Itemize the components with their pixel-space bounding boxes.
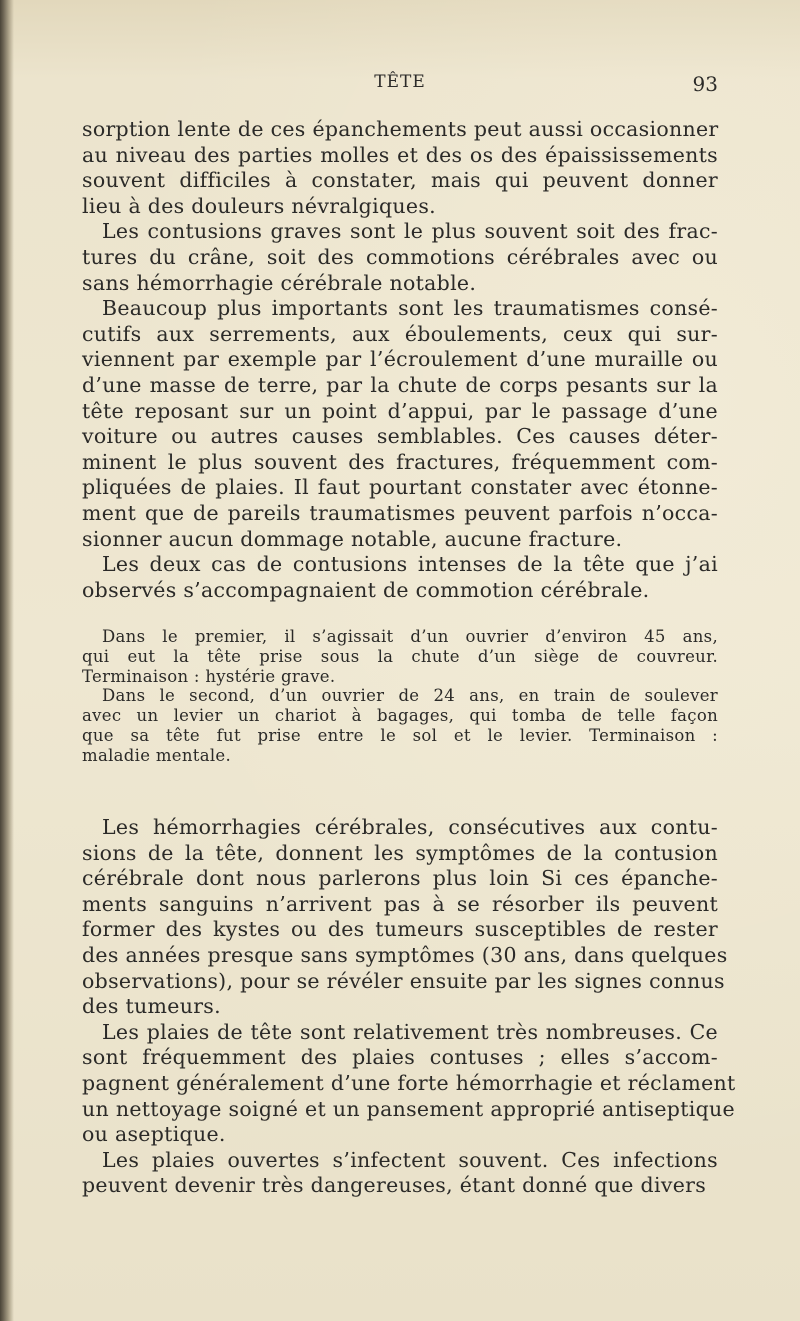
text-line: qui eut la tête prise sous la chute d’un siège de couvreur. [82,646,718,666]
text-line: pliquées de plaies. Il faut pourtant constater avec étonne- [82,475,718,500]
main-text-block-2 [82,815,736,1199]
text-line: pagnent généralement d’une forte hémorrhagie et réclament [82,1070,736,1095]
text-line: voiture ou autres causes semblables. Ces causes déter- [82,424,718,449]
text-line: d’une masse de terre, par la chute de corps pesants sur la [82,372,718,397]
text-line: un nettoyage soigné et un pansement approprié antiseptique [82,1096,735,1121]
text-line: ment que de pareils traumatismes peuvent parfois n’occa- [82,500,718,525]
text-line: sionner aucun dommage notable, aucune fracture. [82,526,623,551]
running-title: TÊTE [374,72,426,92]
text-line: ments sanguins n’arrivent pas à se résorber ils peuvent [82,891,718,916]
text-line: observations), pour se révéler ensuite par les signes connus [82,968,725,993]
text-line: sions de la tête, donnent les symptômes de la contusion [82,840,718,865]
text-line: souvent difficiles à constater, mais qui peuvent donner [82,168,718,193]
text-line: maladie mentale. [82,745,232,765]
text-line: que sa tête fut prise entre le sol et le levier. Terminaison : [82,725,718,745]
text-line: tures du crâne, soit des commotions cérébrales avec ou [82,244,718,269]
text-line: observés s’accompagnaient de commotion cérébrale. [82,577,650,602]
text-line: avec un levier un chariot à bagages, qui tomba de telle façon [82,706,718,726]
paragraph-start-line: Les hémorrhagies cérébrales, consécutives aux contu- [102,815,718,839]
text-line: Terminaison : hystérie grave. [82,666,336,686]
text-line: lieu à des douleurs névralgiques. [82,193,436,218]
main-text-block-1 [82,117,718,603]
paragraph-start-line: Les contusions graves sont le plus souvent soit des frac- [102,219,718,244]
text-line: sorption lente de ces épanchements peut aussi occasionner [82,117,719,141]
paragraph-start-line: Les plaies ouvertes s’infectent souvent. Ces infections [102,1147,718,1172]
text-line: des tumeurs. [82,994,221,1019]
text-line: tête reposant sur un point d’appui, par le passage d’une [82,398,718,423]
text-line: minent le plus souvent des fractures, fréquemment com- [82,449,718,474]
paragraph-start-line: Dans le premier, il s’agissait d’un ouvrier d’environ 45 ans, [102,627,718,646]
text-line: cutifs aux serrements, aux éboulements, ceux qui sur- [82,321,718,346]
text-line: peuvent devenir très dangereuses, étant donné que divers [82,1173,707,1198]
paragraph-start-line: Les deux cas de contusions intenses de la tête que j’ai [102,552,718,577]
text-line: au niveau des parties molles et des os des épaississements [82,142,718,167]
binding-shadow [0,0,14,1321]
text-line: des années presque sans symptômes (30 ans, dans quelques [82,942,728,967]
page-number: 93 [692,72,718,96]
case-reports-block [82,627,718,766]
paragraph-start-line: Dans le second, d’un ouvrier de 24 ans, en train de soulever [102,686,718,706]
text-line: viennent par exemple par l’écroulement d’une muraille ou [82,347,718,372]
text-line: ou aseptique. [82,1122,226,1147]
running-head [82,72,718,100]
text-line: sans hémorrhagie cérébrale notable. [82,270,477,295]
paragraph-start-line: Beaucoup plus importants sont les traumatismes consé- [102,296,718,321]
text-line: former des kystes ou des tumeurs susceptibles de rester [82,917,718,942]
text-line: cérébrale dont nous parlerons plus loin Si ces épanche- [82,866,718,891]
text-line: sont fréquemment des plaies contuses ; elles s’accom- [82,1045,718,1070]
paragraph-start-line: Les plaies de tête sont relativement très nombreuses. Ce [102,1019,718,1044]
